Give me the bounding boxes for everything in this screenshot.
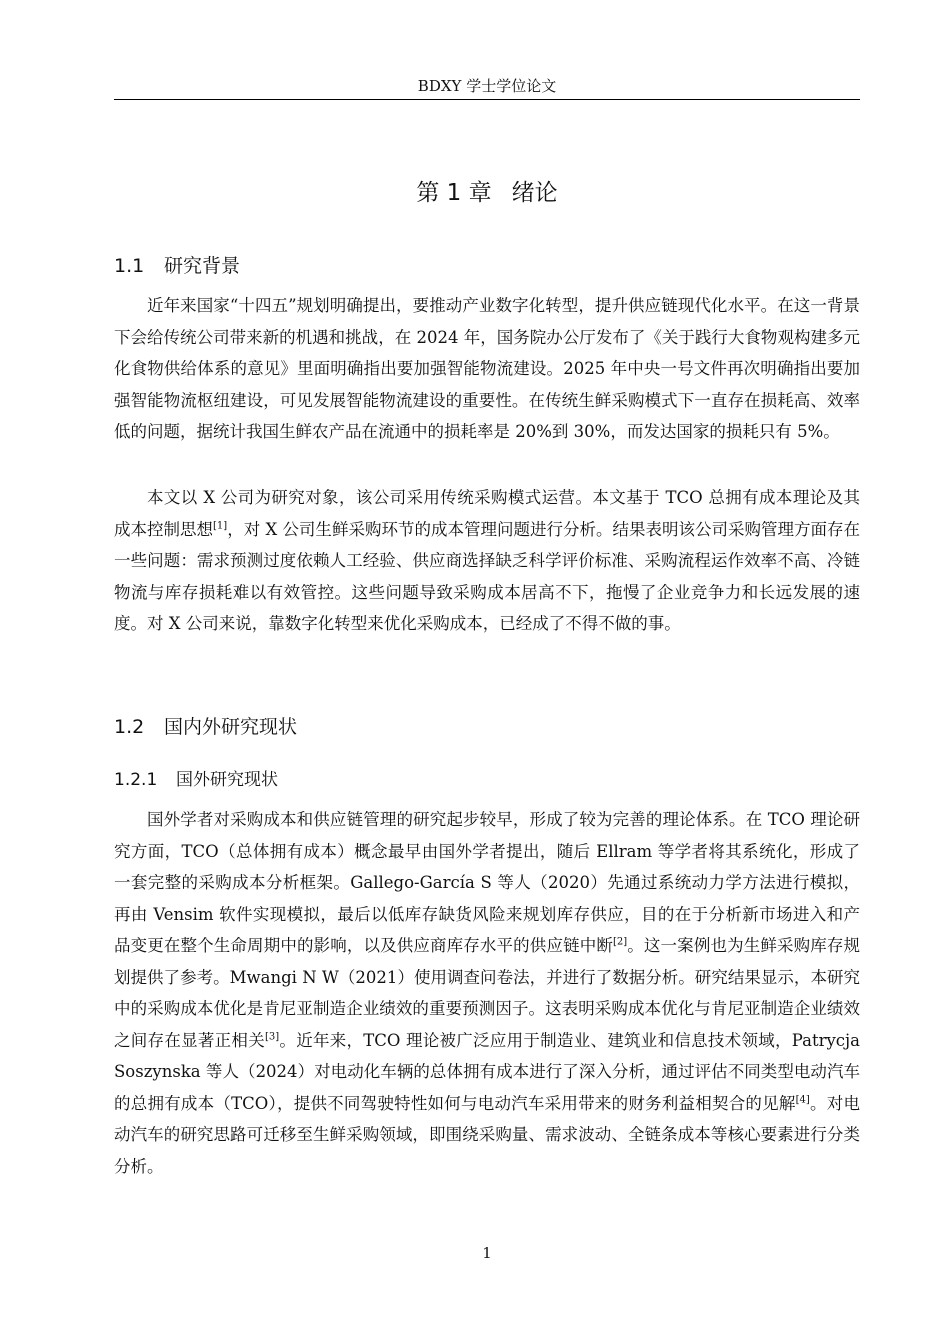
paragraph-background-2 <box>114 482 860 640</box>
chapter-name: 绪论 <box>511 180 558 206</box>
citation-ref[interactable]: [4] <box>795 1094 810 1105</box>
paragraph-text: ，对 X 公司生鲜采购环节的成本管理问题进行分析。结果表明该公司采购管理方面存在一些问题：需求预测过度依赖人工经验、供应商选择缺乏科学评价标准、采购流程运作效率不高、冷链物流与库存损耗难以有效管控。这些问题导致采购成本居高不下，拖慢了企业竞争力和长远发展的速度。对 X 公司来说，靠数字化转型来优化采购成本，已经成了不得不做的事。 <box>114 519 860 633</box>
subsection-heading-1-2-1 <box>114 767 860 793</box>
section-title: 研究背景 <box>164 255 241 277</box>
running-header: BDXY 学士学位论文 <box>417 77 557 95</box>
paragraph-text: 本文以 X 公司为研究对象，该公司采用传统采购模式运营。本文基于 TCO 总拥有成本理论及其成本控制思想 <box>114 488 860 539</box>
citation-ref[interactable]: [2] <box>612 936 628 948</box>
paragraph-text: 。对电动汽车的研究思路可迁移至生鲜采购领域，即围绕采购量、需求波动、全链条成本等核心要素进行分类分析。 <box>114 1093 860 1176</box>
paragraph-text: 。这一案例也为生鲜采购库存规划提供了参考。Mwangi N W（2021）使用调查问卷法，并进行了数据分析。研究结果显示，本研究中的采购成本优化是肯尼亚制造企业绩效的重要预测因子。这表明采购成本优化与肯尼亚制造企业绩效之间存在显著正相关 <box>114 936 861 1050</box>
section-number: 1.2 <box>114 716 145 738</box>
paragraph-background-1: 近年来国家“十四五”规划明确提出，要推动产业数字化转型，提升供应链现代化水平。在这一背景下会给传统公司带来新的机遇和挑战，在 2024 年，国务院办公厅发布了《关于践行大食物观构建多元化食物供给体系的意见》里面明确指出要加强智能物流建设。2025 年中央一号文件再次明确指出要加强智能物流枢纽建设，可见发展智能物流建设的重要性。在传统生鲜采购模式下一直存在损耗高、效率低的问题，据统计我国生鲜农产品在流通中的损耗率是 20%到 30%，而发达国家的损耗只有 5%。 <box>114 296 860 441</box>
page-number: 1 <box>482 1244 492 1262</box>
subsection-title: 国外研究现状 <box>176 770 278 790</box>
chapter-number: 第 1 章 <box>416 180 492 206</box>
paragraph-text: 国外学者对采购成本和供应链管理的研究起步较早，形成了较为完善的理论体系。在 TCO 理论研究方面，TCO（总体拥有成本）概念最早由国外学者提出，随后 Ellram 等学者将其系统化，形成了一套完整的采购成本分析框架。Gallego-García S 等人（2020）先通过系统动力学方法进行模拟，再由 Vensim 软件实现模拟，最后以低库存缺货风险来规划库存供应，目的在于分析新市场进入和产品变更在整个生命周期中的影响，以及供应商库存水平的供应链中断 <box>114 810 860 955</box>
header-divider <box>114 99 860 100</box>
section-title: 国内外研究现状 <box>164 716 298 738</box>
paragraph-text: 。近年来，TCO 理论被广泛应用于制造业、建筑业和信息技术领域，Patrycja Soszynska 等人（2024）对电动化车辆的总体拥有成本进行了深入分析，通过评估不同类型电动汽车的总拥有成本（TCO），提供不同驾驶特性如何与电动汽车采用带来的财务利益相契合的见解 <box>114 1030 860 1113</box>
paragraph-foreign-research <box>114 804 860 1182</box>
citation-ref[interactable]: [1] <box>213 520 228 531</box>
section-heading-1-1 <box>114 252 860 280</box>
section-number: 1.1 <box>114 255 145 277</box>
section-heading-1-2 <box>114 713 860 741</box>
subsection-number: 1.2.1 <box>114 770 158 790</box>
chapter-title <box>114 176 860 210</box>
citation-ref[interactable]: [3] <box>264 1031 280 1042</box>
